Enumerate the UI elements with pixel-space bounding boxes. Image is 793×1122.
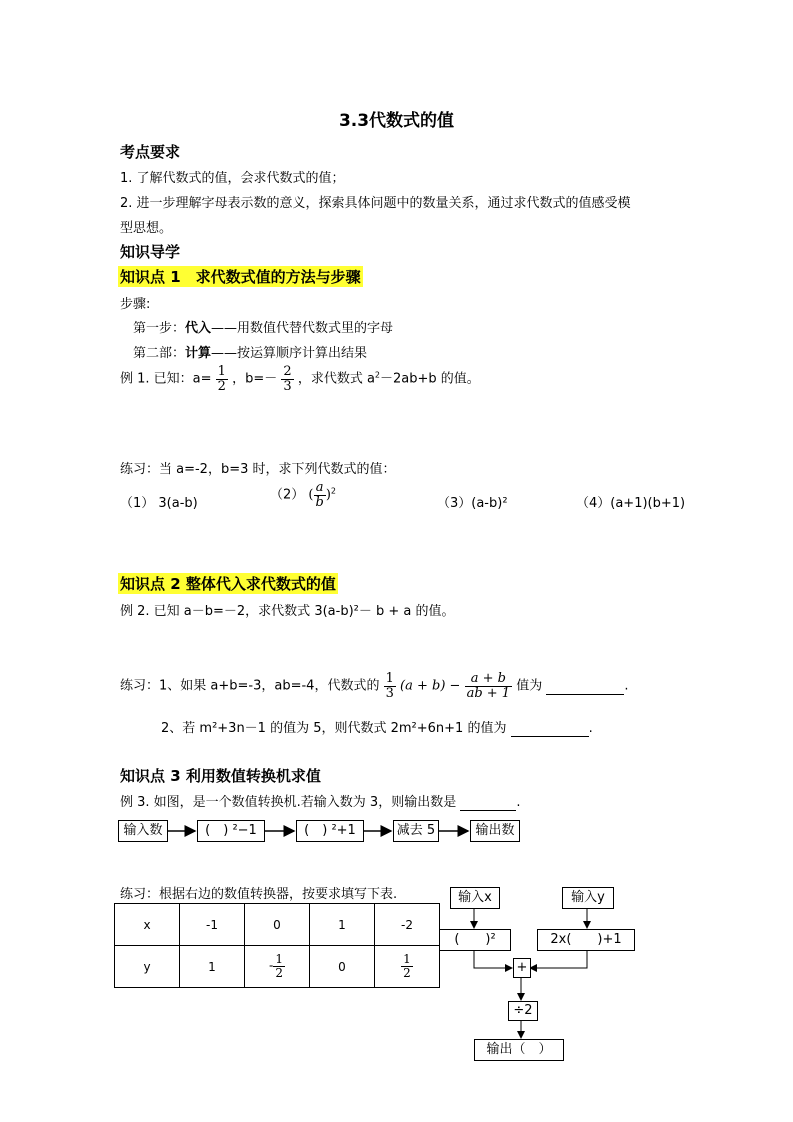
ex1-sup: 2 bbox=[374, 370, 381, 380]
chain-box-minus-five: 减去 5 bbox=[393, 820, 439, 842]
minus-sign: - bbox=[269, 959, 274, 973]
ex1-text: －2ab+b 的值。 bbox=[380, 371, 480, 387]
numerator: 2 bbox=[283, 364, 292, 379]
table-row-y bbox=[115, 946, 440, 988]
ex3-dot: . bbox=[516, 795, 521, 810]
denominator: 2 bbox=[403, 966, 411, 980]
kp3-heading: 知识点 3 利用数值转换机求值 bbox=[120, 767, 321, 785]
table-row-x bbox=[115, 904, 440, 946]
example-2: 例 2. 已知 a－b=－2，求代数式 3(a-b)²－ b + a 的值。 bbox=[120, 604, 455, 619]
pr1-text: 值为 bbox=[516, 678, 543, 694]
ex1-text: ，b=－ bbox=[232, 371, 278, 387]
step-1-key: 代入 bbox=[185, 321, 212, 336]
flow-box-x: ( )² bbox=[439, 929, 511, 951]
step-2-prefix: 第二部： bbox=[133, 346, 186, 361]
table-cell: -2 bbox=[375, 904, 440, 946]
denominator: 2 bbox=[217, 378, 226, 394]
pr1-dot: . bbox=[624, 678, 629, 694]
table-cell-label: x bbox=[115, 904, 180, 946]
table-cell: -1 bbox=[180, 904, 245, 946]
denominator: b bbox=[315, 494, 324, 510]
page-title: 3.3代数式的值 bbox=[338, 111, 455, 131]
table-cell: 1 bbox=[180, 946, 245, 988]
practice-1: （1） 3(a-b) bbox=[120, 496, 198, 511]
practice-3: （3）(a-b)² bbox=[437, 496, 508, 511]
numerator: a bbox=[314, 481, 326, 496]
kp2-heading: 知识点 2 整体代入求代数式的值 bbox=[120, 575, 336, 593]
steps-label: 步骤: bbox=[120, 297, 151, 312]
flow-plus: + bbox=[513, 958, 531, 978]
numerator: a + b bbox=[465, 672, 513, 687]
practice-intro: 练习：当 a=-2，b=3 时，求下列代数式的值： bbox=[120, 462, 396, 477]
chain-box-square-plus: ( ) ²+1 bbox=[296, 820, 364, 842]
guide-heading: 知识导学 bbox=[120, 243, 181, 261]
flow-arrow bbox=[474, 950, 512, 968]
table-cell: 0 bbox=[245, 904, 310, 946]
requirement-item: 型思想。 bbox=[120, 221, 173, 236]
table-cell-fraction bbox=[245, 946, 310, 988]
table-cell-fraction bbox=[375, 946, 440, 988]
requirement-item: 2. 进一步理解字母表示数的意义，探索具体问题中的数量关系，通过求代数式的值感受模 bbox=[120, 196, 631, 211]
table-cell: 0 bbox=[310, 946, 375, 988]
fraction bbox=[401, 953, 413, 979]
denominator: 3 bbox=[385, 685, 394, 701]
pr1-text: 练习：1、如果 a+b=-3，ab=-4，代数式的 bbox=[120, 678, 380, 694]
flow-divide: ÷2 bbox=[508, 1001, 538, 1021]
numerator: 1 bbox=[385, 671, 394, 686]
step-1-text: ——用数值代替代数式里的字母 bbox=[211, 321, 394, 336]
practice-2: （2） ( $\frac{a}{b}$ )$^2$ bbox=[270, 480, 336, 510]
chain-box-input: 输入数 bbox=[118, 820, 168, 842]
flow-input-y: 输入y bbox=[562, 887, 614, 909]
kp1-heading: 知识点 1 求代数式值的方法与步骤 bbox=[120, 268, 361, 286]
practice-2-label: （2） bbox=[270, 487, 305, 503]
numerator: 1 bbox=[403, 952, 411, 967]
pr1-expr: (a + b) − bbox=[400, 678, 461, 694]
requirement-item: 1. 了解代数式的值，会求代数式的值； bbox=[120, 171, 345, 186]
ex1-text: ，求代数式 a bbox=[297, 371, 375, 387]
numerator: 1 bbox=[217, 364, 226, 379]
flow-box-y: 2x( )+1 bbox=[537, 929, 635, 951]
denominator: 2 bbox=[275, 966, 283, 980]
fraction bbox=[273, 953, 285, 979]
ex3-text: 例 3. 如图，是一个数值转换机.若输入数为 3，则输出数是 bbox=[120, 795, 457, 810]
flow-arrow bbox=[530, 950, 587, 968]
step-2-key: 计算 bbox=[185, 346, 212, 361]
step-2-text: ——按运算顺序计算出结果 bbox=[211, 346, 368, 361]
chain-box-square-minus: ( ) ²−1 bbox=[197, 820, 265, 842]
denominator: 3 bbox=[283, 378, 292, 394]
kp3-practice: 练习：根据右边的数值转换器，按要求填写下表. bbox=[120, 887, 398, 902]
value-table bbox=[114, 903, 440, 988]
chain-box-output: 输出数 bbox=[470, 820, 520, 842]
practice-4: （4）(a+1)(b+1) bbox=[576, 496, 686, 511]
pr2-dot: . bbox=[588, 721, 593, 736]
pr2-text: 2、若 m²+3n－1 的值为 5，则代数式 2m²+6n+1 的值为 bbox=[161, 721, 507, 736]
ex1-text: 例 1. 已知：a= bbox=[120, 371, 212, 387]
denominator: ab + 1 bbox=[466, 685, 511, 701]
flow-output: 输出（ ） bbox=[474, 1039, 564, 1061]
flow-input-x: 输入x bbox=[450, 887, 500, 909]
table-cell: 1 bbox=[310, 904, 375, 946]
step-1-prefix: 第一步： bbox=[133, 321, 186, 336]
table-cell-label: y bbox=[115, 946, 180, 988]
requirements-heading: 考点要求 bbox=[120, 143, 181, 161]
numerator: 1 bbox=[275, 952, 283, 967]
